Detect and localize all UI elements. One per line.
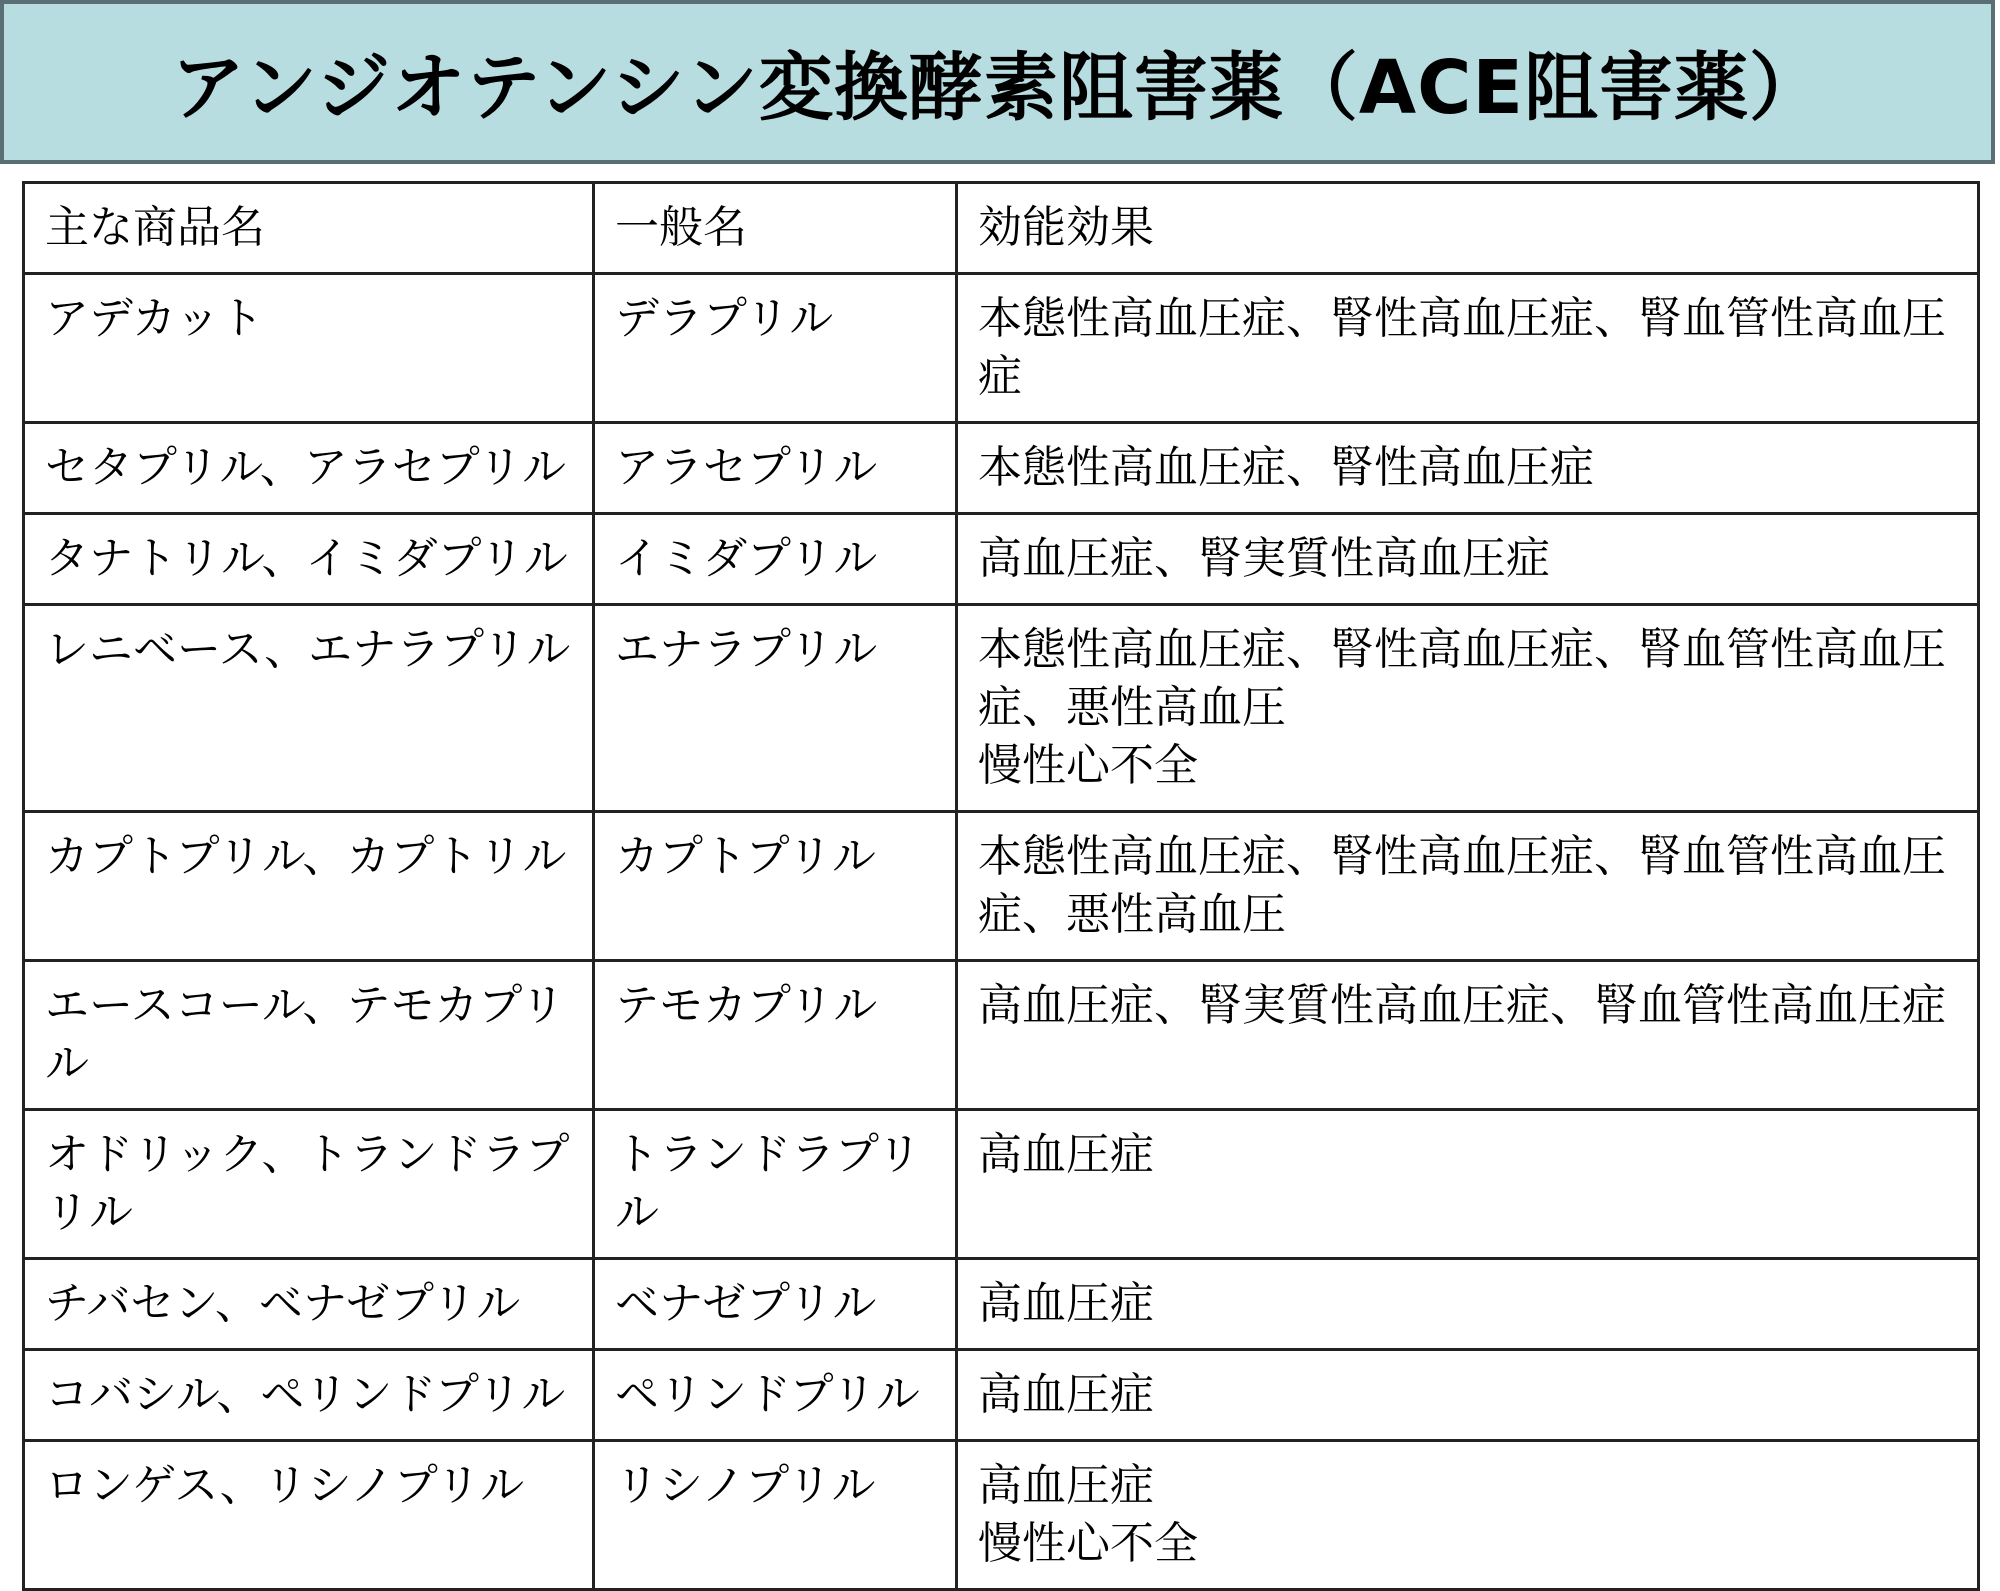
brand-name-cell: カプトプリル、カプトリル: [24, 812, 594, 961]
efficacy-cell: 本態性高血圧症、腎性高血圧症、腎血管性高血圧症、悪性高血圧: [957, 812, 1979, 961]
efficacy-cell: 高血圧症、腎実質性高血圧症、腎血管性高血圧症: [957, 961, 1979, 1110]
header-brand-name: 主な商品名: [24, 183, 594, 274]
table-row: [24, 1110, 1979, 1259]
brand-name-cell: タナトリル、イミダプリル: [24, 514, 594, 605]
brand-name-cell: ロンゲス、リシノプリル: [24, 1441, 594, 1590]
efficacy-cell: 本態性高血圧症、腎性高血圧症、腎血管性高血圧症、悪性高血圧 慢性心不全: [957, 605, 1979, 812]
table-row: [24, 1259, 1979, 1350]
title-banner: [0, 0, 1995, 164]
table-row: [24, 1441, 1979, 1590]
table-row: [24, 423, 1979, 514]
header-generic-name: 一般名: [594, 183, 957, 274]
efficacy-cell: 高血圧症 慢性心不全: [957, 1441, 1979, 1590]
brand-name-cell: チバセン、ベナゼプリル: [24, 1259, 594, 1350]
efficacy-cell: 高血圧症: [957, 1259, 1979, 1350]
generic-name-cell: リシノプリル: [594, 1441, 957, 1590]
brand-name-cell: オドリック、トランドラプリル: [24, 1110, 594, 1259]
table-row: [24, 274, 1979, 423]
generic-name-cell: トランドラプリル: [594, 1110, 957, 1259]
generic-name-cell: デラプリル: [594, 274, 957, 423]
efficacy-cell: 高血圧症、腎実質性高血圧症: [957, 514, 1979, 605]
table-row: [24, 812, 1979, 961]
generic-name-cell: ペリンドプリル: [594, 1350, 957, 1441]
generic-name-cell: テモカプリル: [594, 961, 957, 1110]
table-row: [24, 961, 1979, 1110]
page-title: アンジオテンシン変換酵素阻害薬（ACE阻害薬）: [171, 45, 1824, 131]
brand-name-cell: エースコール、テモカプリル: [24, 961, 594, 1110]
efficacy-cell: 高血圧症: [957, 1350, 1979, 1441]
generic-name-cell: カプトプリル: [594, 812, 957, 961]
generic-name-cell: イミダプリル: [594, 514, 957, 605]
table-row: [24, 605, 1979, 812]
efficacy-cell: 本態性高血圧症、腎性高血圧症: [957, 423, 1979, 514]
brand-name-cell: レニベース、エナラプリル: [24, 605, 594, 812]
table-header-row: [24, 183, 1979, 274]
table-row: [24, 1350, 1979, 1441]
generic-name-cell: エナラプリル: [594, 605, 957, 812]
efficacy-cell: 本態性高血圧症、腎性高血圧症、腎血管性高血圧症: [957, 274, 1979, 423]
ace-inhibitor-table: [22, 181, 1980, 1591]
generic-name-cell: ベナゼプリル: [594, 1259, 957, 1350]
brand-name-cell: アデカット: [24, 274, 594, 423]
header-efficacy: 効能効果: [957, 183, 1979, 274]
generic-name-cell: アラセプリル: [594, 423, 957, 514]
efficacy-cell: 高血圧症: [957, 1110, 1979, 1259]
brand-name-cell: コバシル、ペリンドプリル: [24, 1350, 594, 1441]
table-row: [24, 514, 1979, 605]
brand-name-cell: セタプリル、アラセプリル: [24, 423, 594, 514]
